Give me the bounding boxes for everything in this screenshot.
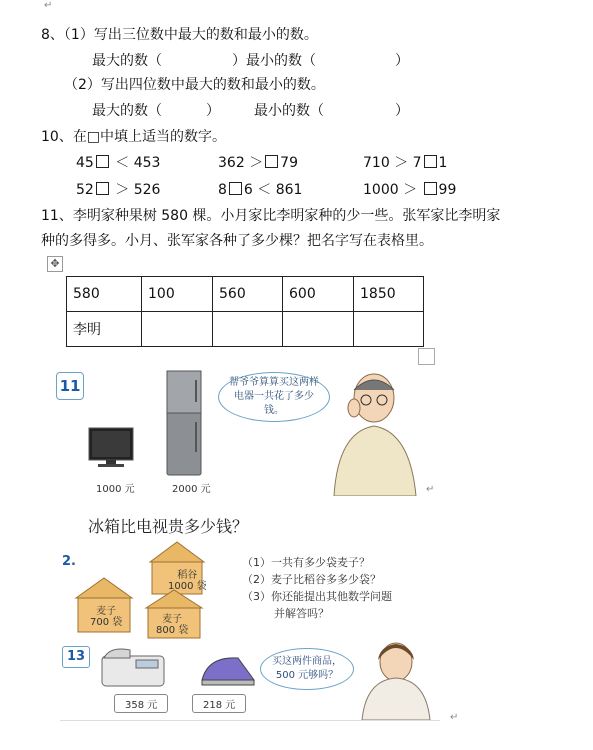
barn2-count: 700 袋 xyxy=(90,617,123,628)
answer-box[interactable] xyxy=(424,182,437,195)
answer-box[interactable] xyxy=(229,182,242,195)
answer-box[interactable] xyxy=(265,155,278,168)
bubble-text: 帮爷爷算算买这两样电器一共花了多少钱。 xyxy=(229,377,319,416)
table-cell: 580 xyxy=(67,277,142,312)
iron-icon xyxy=(198,650,258,688)
q8-min-label-2: 最小的数（ xyxy=(254,103,324,119)
bubble-text: 买这两件商品，500 元够吗？ xyxy=(272,656,342,681)
grandpa-illustration xyxy=(324,368,424,496)
q8-line1: 8、（1）写出三位数中最大的数和最小的数。 xyxy=(41,27,318,43)
divider xyxy=(60,720,440,721)
fridge-price: 2000 元 xyxy=(172,484,211,495)
answer-box[interactable] xyxy=(424,155,437,168)
q10-r1-i1-right: ＜ 453 xyxy=(115,155,161,171)
table-move-handle-icon[interactable]: ✥ xyxy=(47,256,63,272)
q10-r2-item2 xyxy=(218,179,302,199)
q8-max-label-1: 最大的数（ xyxy=(92,53,162,69)
barn3-label: 麦子 xyxy=(162,614,183,625)
paragraph-mark: ↵ xyxy=(44,0,53,11)
table-cell: 100 xyxy=(142,277,213,312)
problem-number-2: 2. xyxy=(62,554,76,569)
q8-max-label-2: 最大的数（ xyxy=(92,103,162,119)
barn3-count: 800 袋 xyxy=(156,625,189,636)
table-cell: 李明 xyxy=(67,312,142,347)
q11-line2: 种的多得多。小月、张军家各种了多少棵？把名字写在表格里。 xyxy=(41,233,433,249)
barn1-count: 1000 袋 xyxy=(168,581,207,592)
q10-r2-item1 xyxy=(76,179,160,199)
table-cell-empty[interactable] xyxy=(142,312,213,347)
iron-price: 218 元 xyxy=(192,694,246,713)
table-row xyxy=(67,312,424,347)
picture1-question: 冰箱比电视贵多少钱？ xyxy=(88,517,249,536)
barn-question-3: （3）你还能提出其他数学问题 xyxy=(242,590,392,603)
speech-bubble xyxy=(260,648,354,690)
fridge-icon xyxy=(166,370,202,476)
q10-r2-i1-left: 52 xyxy=(76,182,94,198)
barn-question-2: （2）麦子比稻谷多多少袋？ xyxy=(242,573,381,586)
table-cell: 600 xyxy=(283,277,354,312)
q10-r2-i1-right: ＞ 526 xyxy=(115,182,161,198)
q10-r2-i2-right: 6 ＜ 861 xyxy=(243,182,303,198)
paragraph-mark: ↵ xyxy=(426,484,435,495)
problem-number-13: 13 xyxy=(62,646,90,668)
q10-r1-i1-left: 45 xyxy=(76,155,94,171)
phone-price: 358 元 xyxy=(114,694,168,713)
barn1-label: 稻谷 xyxy=(177,570,198,581)
q10-r1-i3-left: 710 ＞ 7 xyxy=(363,155,422,171)
q10-r2-item3 xyxy=(363,179,456,199)
teacher-illustration xyxy=(356,636,436,720)
q10-r1-i3-right: 1 xyxy=(438,155,448,171)
q10-r2-i3-left: 1000 ＞ xyxy=(363,182,418,198)
paragraph-mark: ↵ xyxy=(450,712,459,723)
picture-barns xyxy=(56,540,446,640)
table-cell-empty[interactable] xyxy=(283,312,354,347)
table-cell-empty[interactable] xyxy=(213,312,283,347)
answer-table xyxy=(66,276,424,347)
q8-line2: （2）写出四位数中最大的数和最小的数。 xyxy=(64,77,325,93)
q11-line1: 11、李明家种果树 580 棵。小月家比李明家种的少一些。张军家比李明家 xyxy=(41,208,501,224)
tv-price: 1000 元 xyxy=(96,484,135,495)
q8-min-label-1: ）最小的数（ xyxy=(232,53,316,69)
table-row xyxy=(67,277,424,312)
q10-r1-item1 xyxy=(76,152,160,172)
q10-r1-item2 xyxy=(218,152,298,172)
q10-r1-i2-left: 362 ＞ xyxy=(218,155,264,171)
speech-bubble xyxy=(218,372,330,422)
telephone-icon xyxy=(100,646,166,690)
answer-box[interactable] xyxy=(96,182,109,195)
q10-r1-item3 xyxy=(363,152,447,172)
table-resize-handle[interactable] xyxy=(418,348,435,365)
picture-tv-fridge xyxy=(44,368,434,498)
picture-phone-iron xyxy=(56,642,446,720)
q8-close-2: ） xyxy=(206,103,220,119)
barn2-label: 麦子 xyxy=(96,606,117,617)
table-cell: 1850 xyxy=(354,277,424,312)
barn-question-1: （1）一共有多少袋麦子？ xyxy=(242,556,370,569)
tv-icon xyxy=(88,426,134,470)
problem-number-11: 11 xyxy=(56,372,84,400)
q8-end-1: ） xyxy=(395,53,409,69)
barn3-text xyxy=(156,614,188,636)
q10-r2-i3-right: 99 xyxy=(438,182,457,198)
q10-r2-i2-left: 8 xyxy=(218,182,227,198)
q10-title: 10、在□中填上适当的数字。 xyxy=(41,129,227,145)
barn2-text xyxy=(90,606,122,628)
q8-end-2: ） xyxy=(395,103,409,119)
table-cell: 560 xyxy=(213,277,283,312)
barn-question-3-cont: 并解答吗？ xyxy=(274,607,329,620)
table-cell-empty[interactable] xyxy=(354,312,424,347)
answer-box[interactable] xyxy=(96,155,109,168)
q10-r1-i2-right: 79 xyxy=(280,155,298,171)
